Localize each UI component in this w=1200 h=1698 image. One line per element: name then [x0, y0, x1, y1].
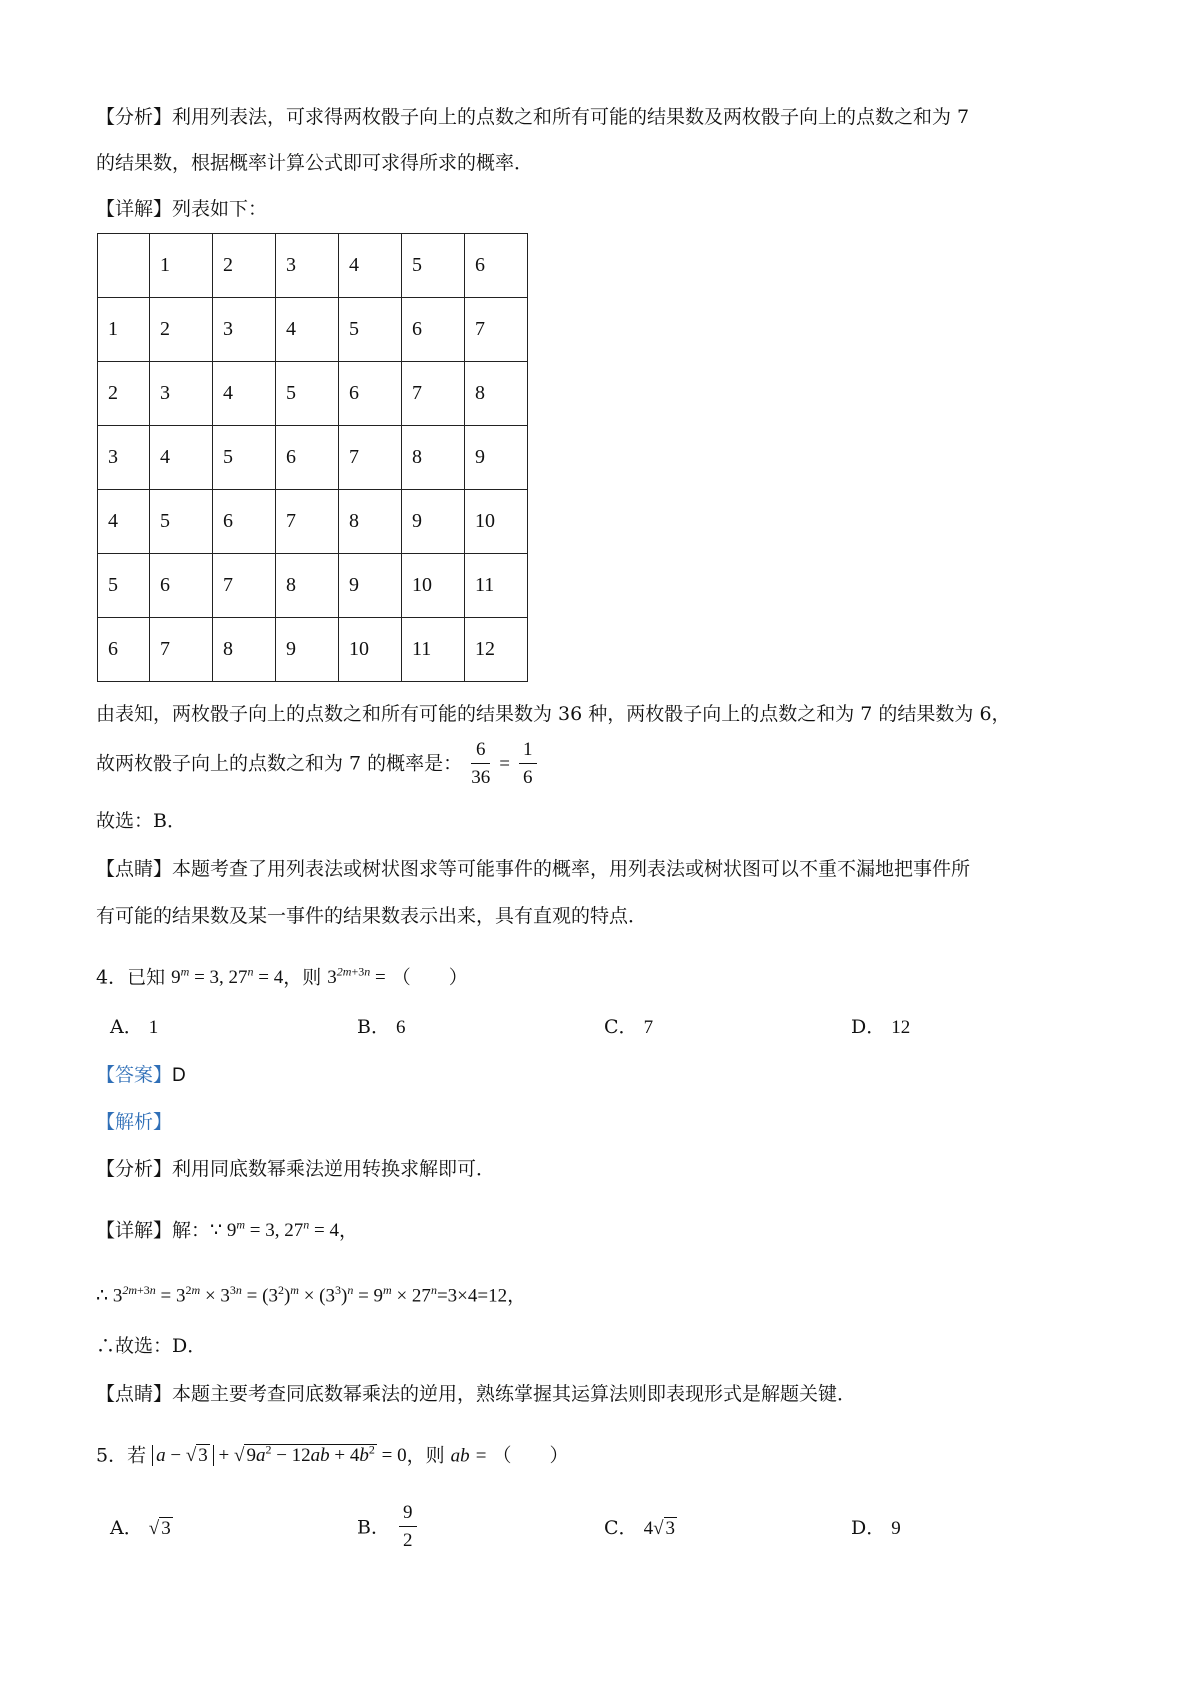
- table-cell: 4: [150, 426, 213, 490]
- q4-choice: ∴故选：D．: [96, 1335, 207, 1357]
- q4-option-d: D． 12: [851, 1016, 911, 1038]
- table-cell: 5: [150, 490, 213, 554]
- table-cell: 3: [150, 362, 213, 426]
- choice-q3: 故选：B．: [96, 810, 186, 832]
- table-cell: 7: [465, 298, 528, 362]
- table-row: [98, 490, 528, 554]
- table-cell: 6: [465, 234, 528, 298]
- table-cell: 5: [276, 362, 339, 426]
- detail-q3-heading: 【详解】列表如下：: [96, 198, 268, 220]
- q4-stem-prefix: 4．已知: [96, 966, 166, 989]
- analysis-q3-line2: 的结果数，根据概率计算公式即可求得所求的概率．: [96, 152, 534, 174]
- table-cell: 6: [276, 426, 339, 490]
- table-cell: 12: [465, 618, 528, 682]
- table-cell: 2: [98, 362, 150, 426]
- fraction-denominator: 6: [523, 767, 533, 788]
- table-cell: 3: [276, 234, 339, 298]
- q5-target: ab: [450, 1445, 470, 1467]
- q5-option-d: D． 9: [851, 1517, 901, 1539]
- table-cell: 11: [402, 618, 465, 682]
- table-cell: 9: [339, 554, 402, 618]
- table-row: [98, 618, 528, 682]
- q4-answer: [96, 1062, 186, 1089]
- q4-option-a: A． 1: [110, 1016, 159, 1038]
- table-cell: 9: [402, 490, 465, 554]
- table-cell: 8: [276, 554, 339, 618]
- table-cell: 6: [402, 298, 465, 362]
- q5-option-c: C． 4√ 3: [604, 1517, 676, 1539]
- table-row: [98, 362, 528, 426]
- dice-sum-table: [97, 233, 528, 682]
- table-cell: 8: [213, 618, 276, 682]
- q4-detail-prefix: 【详解】解：: [96, 1219, 211, 1242]
- table-cell: 7: [213, 554, 276, 618]
- table-cell: 10: [339, 618, 402, 682]
- q4-analysis-tag: 【解析】: [96, 1111, 173, 1133]
- table-cell: 7: [276, 490, 339, 554]
- table-cell: 2: [213, 234, 276, 298]
- table-cell: 10: [465, 490, 528, 554]
- fraction-9-2: [399, 1500, 417, 1555]
- table-cell: 4: [276, 298, 339, 362]
- q4-condition: $9^m = 3$, $27^n = 4$: [171, 965, 284, 989]
- table-cell: 6: [150, 554, 213, 618]
- table-cell: 4: [98, 490, 150, 554]
- q4-option-b: B． 6: [357, 1016, 406, 1038]
- q4-expression: $3^{2m+3n}$ =: [327, 965, 386, 989]
- q4-option-c: C． 7: [604, 1016, 654, 1038]
- fraction-denominator: 2: [403, 1530, 413, 1551]
- analysis-q3-line1: 【分析】利用列表法，可求得两枚骰子向上的点数之和所有可能的结果数及两枚骰子向上的点数之和为 7: [96, 106, 970, 128]
- table-row: [98, 554, 528, 618]
- q5-stem-suffix: （ ）: [492, 1444, 569, 1467]
- q4-analysis: 【分析】利用同底数幂乘法逆用转换求解即可．: [96, 1158, 496, 1180]
- table-cell: 10: [402, 554, 465, 618]
- q4-detail: 【详解】解：∵ $9^m = 3$, $27^n = 4$，: [96, 1218, 358, 1242]
- table-cell: [98, 234, 150, 298]
- q5-option-b: B． $\frac{9}{2}$: [357, 1500, 420, 1555]
- table-row: [98, 426, 528, 490]
- table-cell: 4: [339, 234, 402, 298]
- equals-sign: =: [499, 753, 510, 775]
- table-cell: 5: [213, 426, 276, 490]
- fraction-numerator: 9: [399, 1500, 417, 1527]
- table-cell: 9: [465, 426, 528, 490]
- table-cell: 6: [339, 362, 402, 426]
- table-cell: 6: [98, 618, 150, 682]
- conclusion-q3-line1: 由表知，两枚骰子向上的点数之和所有可能的结果数为 36 种，两枚骰子向上的点数之和为 7 的结果数为 6，: [96, 703, 1011, 725]
- table-cell: 2: [150, 298, 213, 362]
- table-cell: 7: [339, 426, 402, 490]
- conclusion-q3-prefix: 故两枚骰子向上的点数之和为 7 的概率是：: [96, 752, 463, 775]
- q4-stem: 4．已知 $9^m = 3$, $27^n = 4$，则 $3^{2m+3n}$ = （ ）: [96, 965, 468, 989]
- comment-q3-line1: 【点睛】本题考查了用列表法或树状图求等可能事件的概率，用列表法或树状图可以不重不漏地把事件所: [96, 858, 971, 880]
- table-cell: 6: [213, 490, 276, 554]
- q5-option-a: A． √ 3: [110, 1517, 171, 1539]
- table-cell: 8: [339, 490, 402, 554]
- table-cell: 1: [150, 234, 213, 298]
- table-cell: 5: [402, 234, 465, 298]
- answer-value: D: [172, 1065, 186, 1086]
- q5-stem-prefix: 5．若: [96, 1444, 147, 1467]
- table-cell: 8: [402, 426, 465, 490]
- table-row: [98, 298, 528, 362]
- q5-stem: 5．若 a − √ 3 + √ $9a^2 - 12ab + 4b^2 = 0$，则 ab = （ ）: [96, 1443, 569, 1467]
- table-cell: 3: [98, 426, 150, 490]
- conclusion-q3-line2: [96, 737, 540, 792]
- table-cell: 5: [98, 554, 150, 618]
- table-cell: 4: [213, 362, 276, 426]
- q4-derivation: ∴ $3^{2m+3n} = 3^{2m} \times 3^{3n} = (3^2)^m \times (3^3)^n = 9^m \times 27^n=3\times 4=12$，: [96, 1283, 527, 1307]
- answer-tag: 【答案】: [96, 1064, 173, 1086]
- table-cell: 5: [339, 298, 402, 362]
- q4-comment: 【点睛】本题主要考查同底数幂乘法的逆用，熟练掌握其运算法则即表现形式是解题关键．: [96, 1383, 857, 1405]
- table-cell: 11: [465, 554, 528, 618]
- because-condition: ∵ $9^m = 3$, $27^n = 4$: [210, 1218, 339, 1242]
- table-cell: 7: [402, 362, 465, 426]
- fraction-numerator: 6: [471, 737, 490, 764]
- fraction-denominator: 36: [471, 767, 491, 788]
- comment-q3-line2: 有可能的结果数及某一事件的结果数表示出来，具有直观的特点．: [96, 905, 648, 927]
- table-cell: 1: [98, 298, 150, 362]
- table-cell: 8: [465, 362, 528, 426]
- fraction-1-6: [519, 737, 537, 792]
- table-cell: 3: [213, 298, 276, 362]
- fraction-6-36: [471, 737, 490, 792]
- table-cell: 9: [276, 618, 339, 682]
- fraction-numerator: 1: [519, 737, 537, 764]
- q4-result: =3×4=12，: [436, 1285, 527, 1307]
- table-cell: 7: [150, 618, 213, 682]
- q5-equation: a − √ 3 + √ $9a^2 - 12ab + 4b^2 = 0$: [152, 1445, 406, 1466]
- q4-stem-suffix: （ ）: [391, 966, 468, 989]
- table-header-row: [98, 234, 528, 298]
